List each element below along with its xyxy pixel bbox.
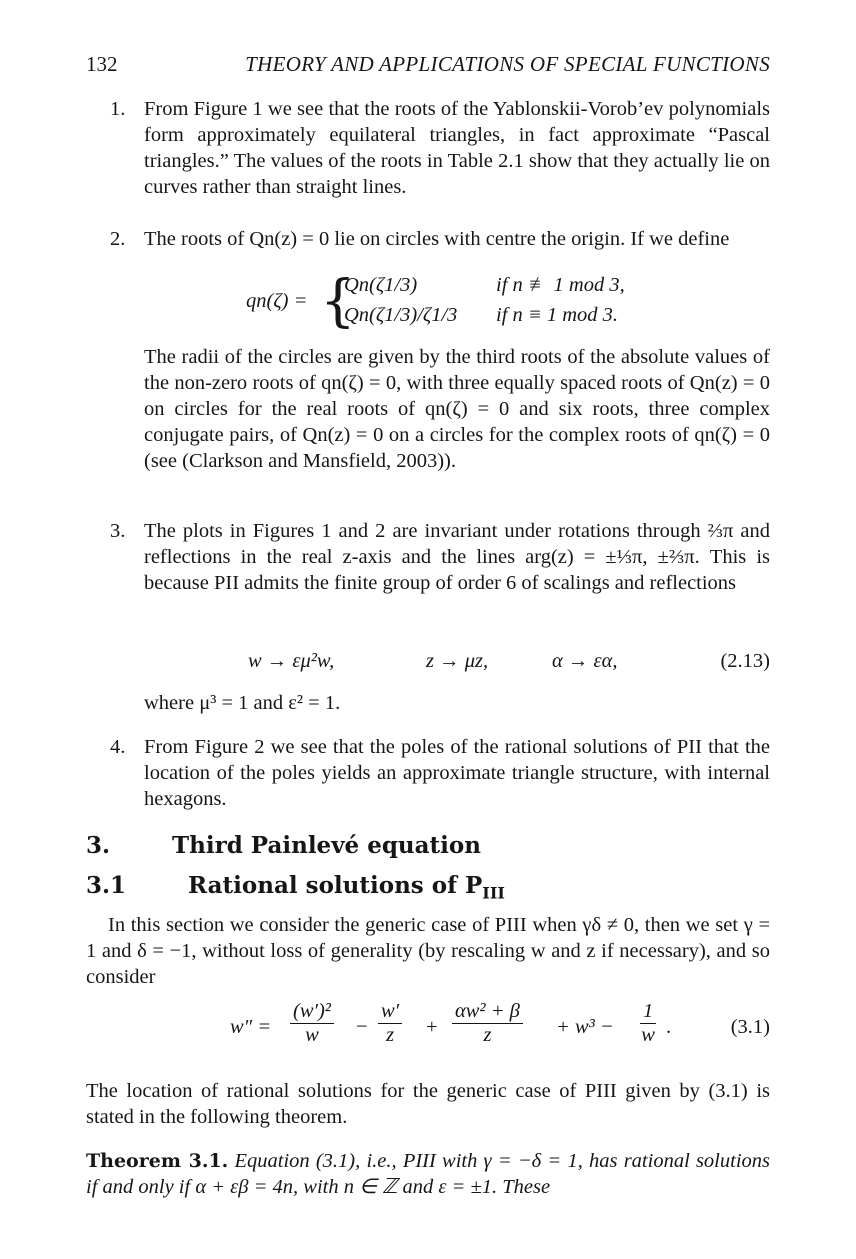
item-text: The radii of the circles are given by the third roots of the absolute values of the non-zero roots of qn(ζ) = 0, with three equally spaced roots of Qn(z) = 0 on circles for the real roots of qn(ζ) = 0 and six roots, three complex conjugate pairs, of Qn(z) = 0 on a circles for the complex roots of qn(ζ) = 0 (see (Clarkson and Mansfield, 2003)). <box>144 346 770 472</box>
plus-sign: + <box>426 1016 438 1038</box>
fraction: $\frac{\text{αw² + β}}{z}$ <box>452 1000 523 1047</box>
list-item <box>110 734 770 812</box>
fraction: $\frac{w'}{z}$ <box>378 1000 402 1047</box>
equation-case-2: Qn(ζ1/3)/ζ1/3 <box>344 304 458 326</box>
item-text: where μ³ = 1 and ε² = 1. <box>144 692 341 714</box>
paragraph: The location of rational solutions for the generic case of PIII given by (3.1) is stated in the following theorem. <box>86 1080 770 1128</box>
equation-part: α → εα, <box>552 650 618 672</box>
page-header <box>86 52 770 80</box>
equation-condition-1: if n ≢ 1 mod 3, <box>496 274 625 296</box>
item-text: The roots of Qn(z) = 0 lie on circles with centre the origin. If we define <box>144 228 730 250</box>
period: . <box>666 1016 672 1038</box>
equation-lhs: qn(ζ) = <box>246 290 308 312</box>
equation-qn <box>246 269 686 336</box>
item-number: 4. <box>110 736 126 758</box>
equation-3-1 <box>230 994 770 1064</box>
item-number: 2. <box>110 228 126 250</box>
equation-part: w → εμ²w, <box>248 650 335 672</box>
running-title: THEORY AND APPLICATIONS OF SPECIAL FUNCTIONS <box>245 52 770 76</box>
fraction: $\frac{1}{w}$ <box>641 1000 655 1046</box>
subsection-number: 3.1 <box>86 872 127 899</box>
equation-term: + w³ − <box>556 1016 614 1038</box>
list-item-continuation <box>110 690 770 716</box>
list-item-continuation <box>110 344 770 474</box>
item-text: From Figure 1 we see that the roots of the Yablonskii-Vorob’ev polynomials form approximately equilateral triangles, in fact approximate “Pascal triangles.” The values of the roots in Table 2.1 show that they actually lie on curves rather than straight lines. <box>144 98 770 198</box>
list-item <box>110 226 770 252</box>
list-item <box>110 96 770 200</box>
section-heading <box>86 832 481 859</box>
fraction: $\frac{\text{(w′)²}}{w}$ <box>290 1000 334 1047</box>
theorem <box>86 1148 770 1200</box>
theorem-heading: Theorem 3.1. <box>86 1150 229 1172</box>
equation-condition-2: if n ≡ 1 mod 3. <box>496 304 619 326</box>
equation-2-13 <box>144 650 770 680</box>
theorem-text: Equation (3.1), i.e., PIII with γ = −δ = 1, has rational solutions if and only if α + εβ = 4n, with n ∈ ℤ and ε = ±1. These <box>86 1150 771 1198</box>
equation-lhs: w″ = <box>230 1016 272 1038</box>
section-number: 3. <box>86 832 111 859</box>
paragraph: In this section we consider the generic case of PIII when γδ ≠ 0, then we set γ = 1 and δ = −1, without loss of generality (by rescaling w and z if necessary), and so consider <box>86 914 770 988</box>
equation-label: (2.13) <box>720 650 770 672</box>
page-number: 132 <box>86 52 118 76</box>
item-number: 1. <box>110 98 126 120</box>
brace-symbol: { <box>320 269 356 334</box>
item-number: 3. <box>110 520 126 542</box>
equation-label: (3.1) <box>730 1016 770 1038</box>
minus-sign: − <box>356 1016 368 1038</box>
section-title: Third Painlevé equation <box>172 832 481 859</box>
equation-case-1: Qn(ζ1/3) <box>344 274 418 296</box>
item-text: The plots in Figures 1 and 2 are invariant under rotations through ⅔π and reflections in the real z-axis and the lines arg(z) = ±⅓π, ±⅔π. This is because PII admits the finite group of order 6 of scalings and reflections <box>144 520 770 594</box>
list-item <box>110 518 770 596</box>
equation-part: z → μz, <box>426 650 489 672</box>
subsection-heading <box>86 872 505 903</box>
subsection-title: Rational solutions of $P_{III}$ <box>188 872 505 903</box>
item-text: From Figure 2 we see that the poles of the rational solutions of PII that the location of the poles yields an approximate triangle structure, with internal hexagons. <box>144 736 770 810</box>
